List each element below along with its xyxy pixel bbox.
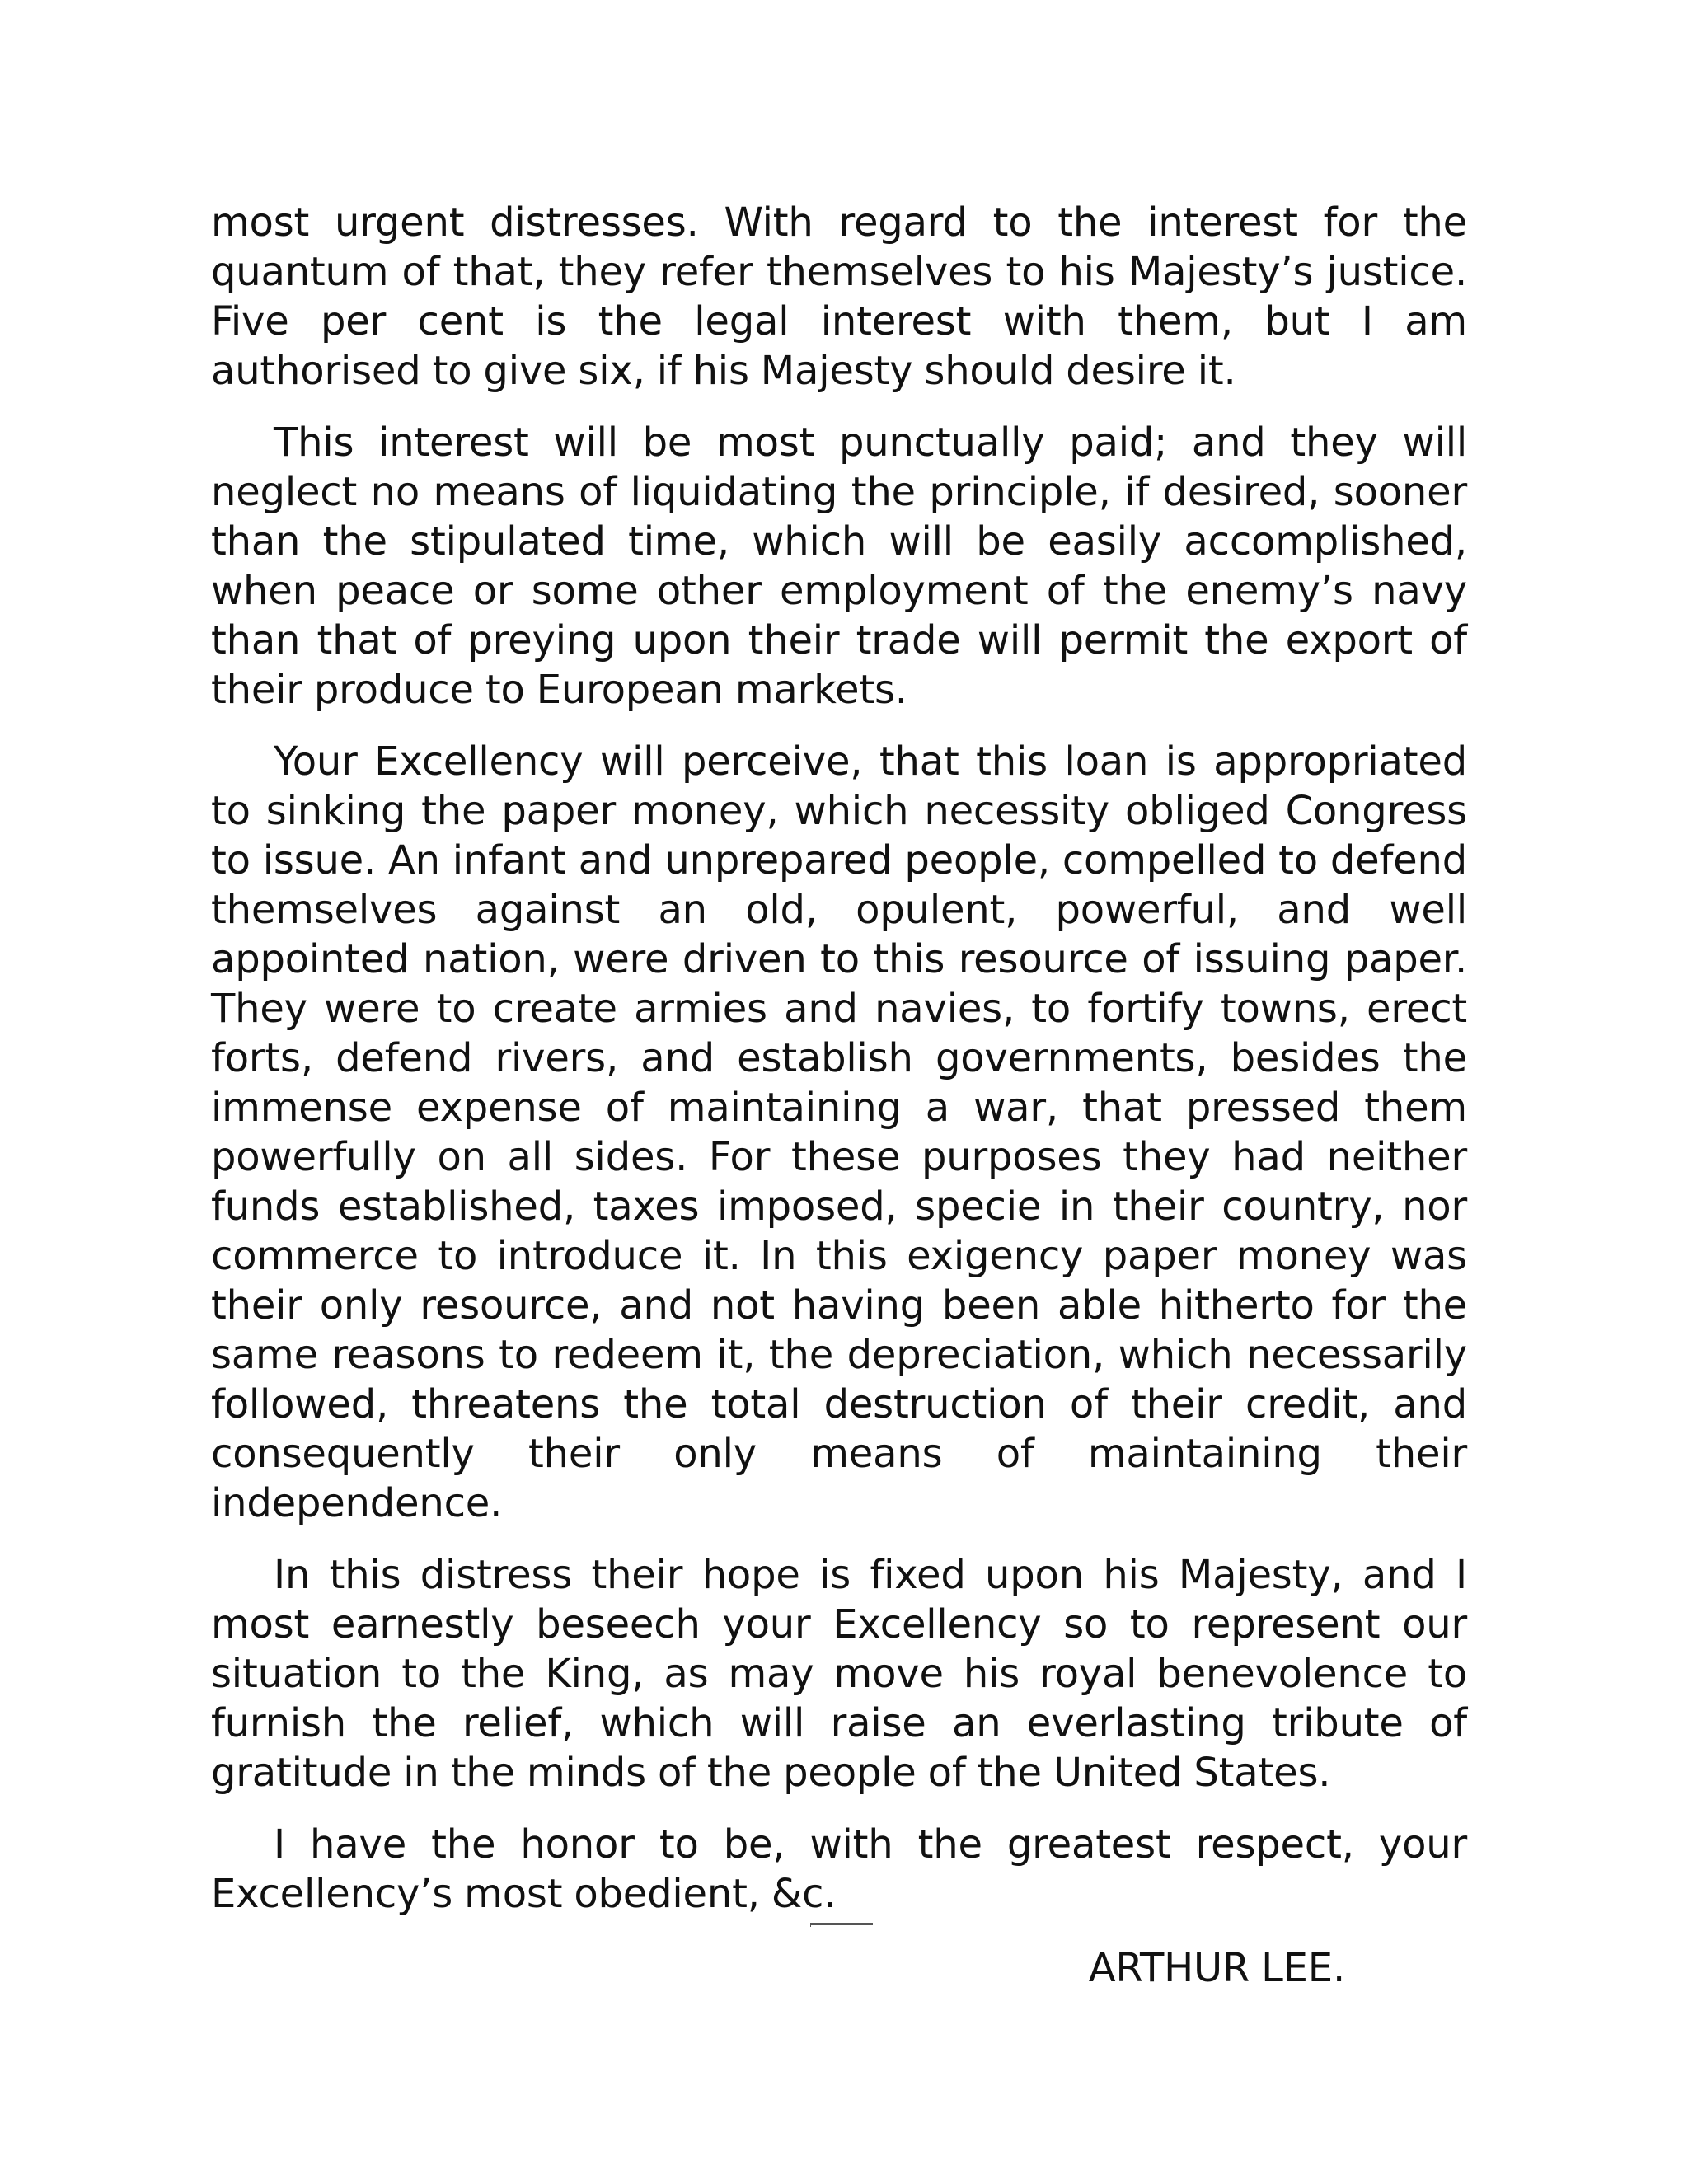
paragraph-paper-money: Your Excellency will perceive, that this loan is appropriated to sinking the paper money, which necessity obliged Congress to issue. An infant and unprepared people, compelled to defend themselves against an old, opulent, powerful, and well appointed nation, were driven to this resource of issuing paper. They were to create armies and navies, to fortify towns, erect forts, defend rivers, and establish governments, besides the immense expense of maintaining a war, that pressed them powerfully on all sides. For these purposes they had neither funds established, taxes imposed, specie in their country, nor commerce to introduce it. In this exigency paper money was their only resource, and not having been able hitherto for the same reasons to redeem it, the depreciation, which necessarily followed, threatens the total destruction of their credit, and consequently their only means of maintaining their independence. [211,738,1467,1526]
footer-rule [810,1923,873,1927]
signature: ARTHUR LEE. [1088,1945,1345,1991]
paragraph-distress: In this distress their hope is fixed upon his Majesty, and I most earnestly beseech your Excellency so to represent our situation to the King, as may move his royal benevolence to furnish the relief, which will raise an everlasting tribute of gratitude in the minds of the people of the United States. [211,1552,1467,1796]
paragraph-closing: I have the honor to be, with the greatest respect, your Excellency’s most obedient, &c. [211,1821,1467,1917]
document-page [211,198,1467,1993]
paragraph-continued: most urgent distresses. With regard to the interest for the quantum of that, they refer themselves to his Majesty’s justice. Five per cent is the legal interest with them, but I am authorised to give six, if his Majesty should desire it. [211,199,1467,394]
paragraph-interest: This interest will be most punctually paid; and they will neglect no means of liquidating the principle, if desired, sooner than the stipulated time, which will be easily accomplished, when peace or some other employment of the enemy’s navy than that of preying upon their trade will permit the export of their produce to European markets. [211,419,1467,713]
